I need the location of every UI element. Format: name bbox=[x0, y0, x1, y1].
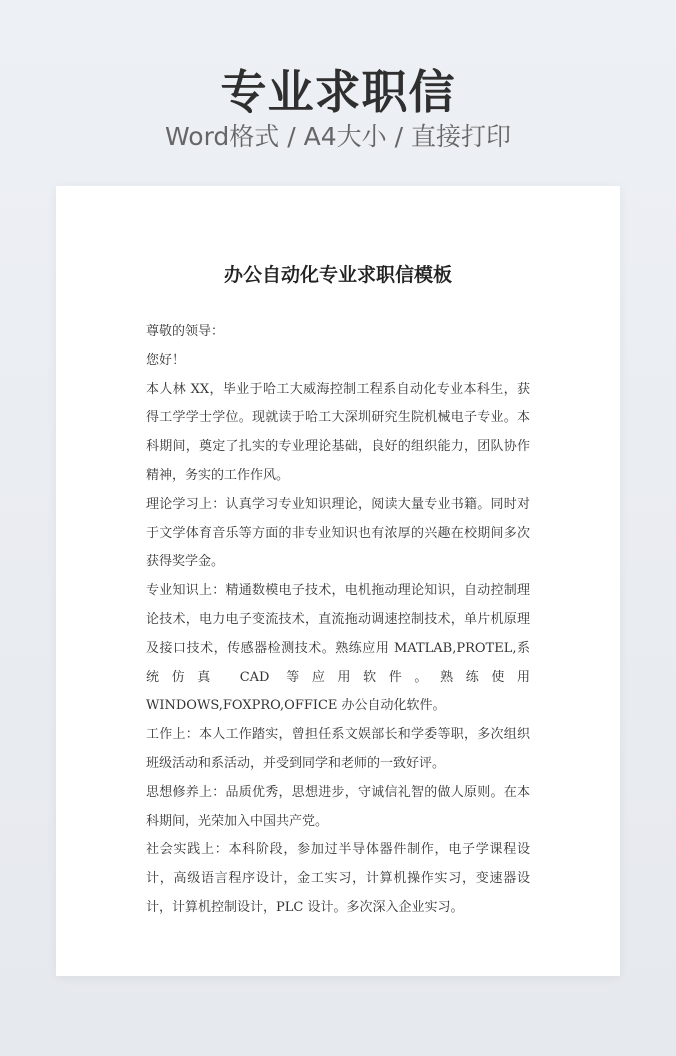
banner-subtitle: Word格式 / A4大小 / 直接打印 bbox=[165, 122, 511, 151]
salutation: 尊敬的领导： bbox=[146, 324, 225, 339]
document-title: 办公自动化专业求职信模板 bbox=[223, 264, 452, 286]
paragraph-moral-character: 思想修养上：品质优秀，思想进步，守诚信礼智的做人原则。在本科期间，光荣加入中国共产党。 bbox=[146, 784, 530, 829]
paragraph-introduction: 本人林 XX，毕业于哈工大威海控制工程系自动化专业本科生，获得工学学士学位。现就读于哈工大深圳研究生院机械电子专业。本科期间，奠定了扎实的专业理论基础，良好的组织能力，团队协作精神，务实的工作作风。 bbox=[146, 381, 530, 483]
paragraph-professional-knowledge: 专业知识上：精通数模电子技术，电机拖动理论知识，自动控制理论技术，电力电子变流技术，直流拖动调速控制技术，单片机原理及接口技术，传感器检测技术。熟练应用 MATLAB,PROTEL,系统仿真 CAD 等应用软件。熟练使用 WINDOWS,FOXPRO,OFFICE 办公自动化软件。 bbox=[146, 583, 530, 714]
banner-title: 专业求职信 bbox=[220, 65, 456, 119]
greeting: 您好！ bbox=[146, 352, 186, 368]
paragraph-social-practice: 社会实践上：本科阶段，参加过半导体器件制作，电子学课程设计，高级语言程序设计，金工实习，计算机操作实习，变速器设计，计算机控制设计，PLC 设计。多次深入企业实习。 bbox=[146, 842, 530, 915]
paragraph-work: 工作上：本人工作踏实，曾担任系文娱部长和学委等职，多次组织班级活动和系活动，并受到同学和老师的一致好评。 bbox=[146, 727, 530, 771]
document-page bbox=[56, 186, 620, 976]
paragraph-theory-study: 理论学习上：认真学习专业知识理论，阅读大量专业书籍。同时对于文学体育音乐等方面的非专业知识也有浓厚的兴趣在校期间多次获得奖学金。 bbox=[146, 496, 530, 570]
document-body bbox=[146, 318, 530, 923]
